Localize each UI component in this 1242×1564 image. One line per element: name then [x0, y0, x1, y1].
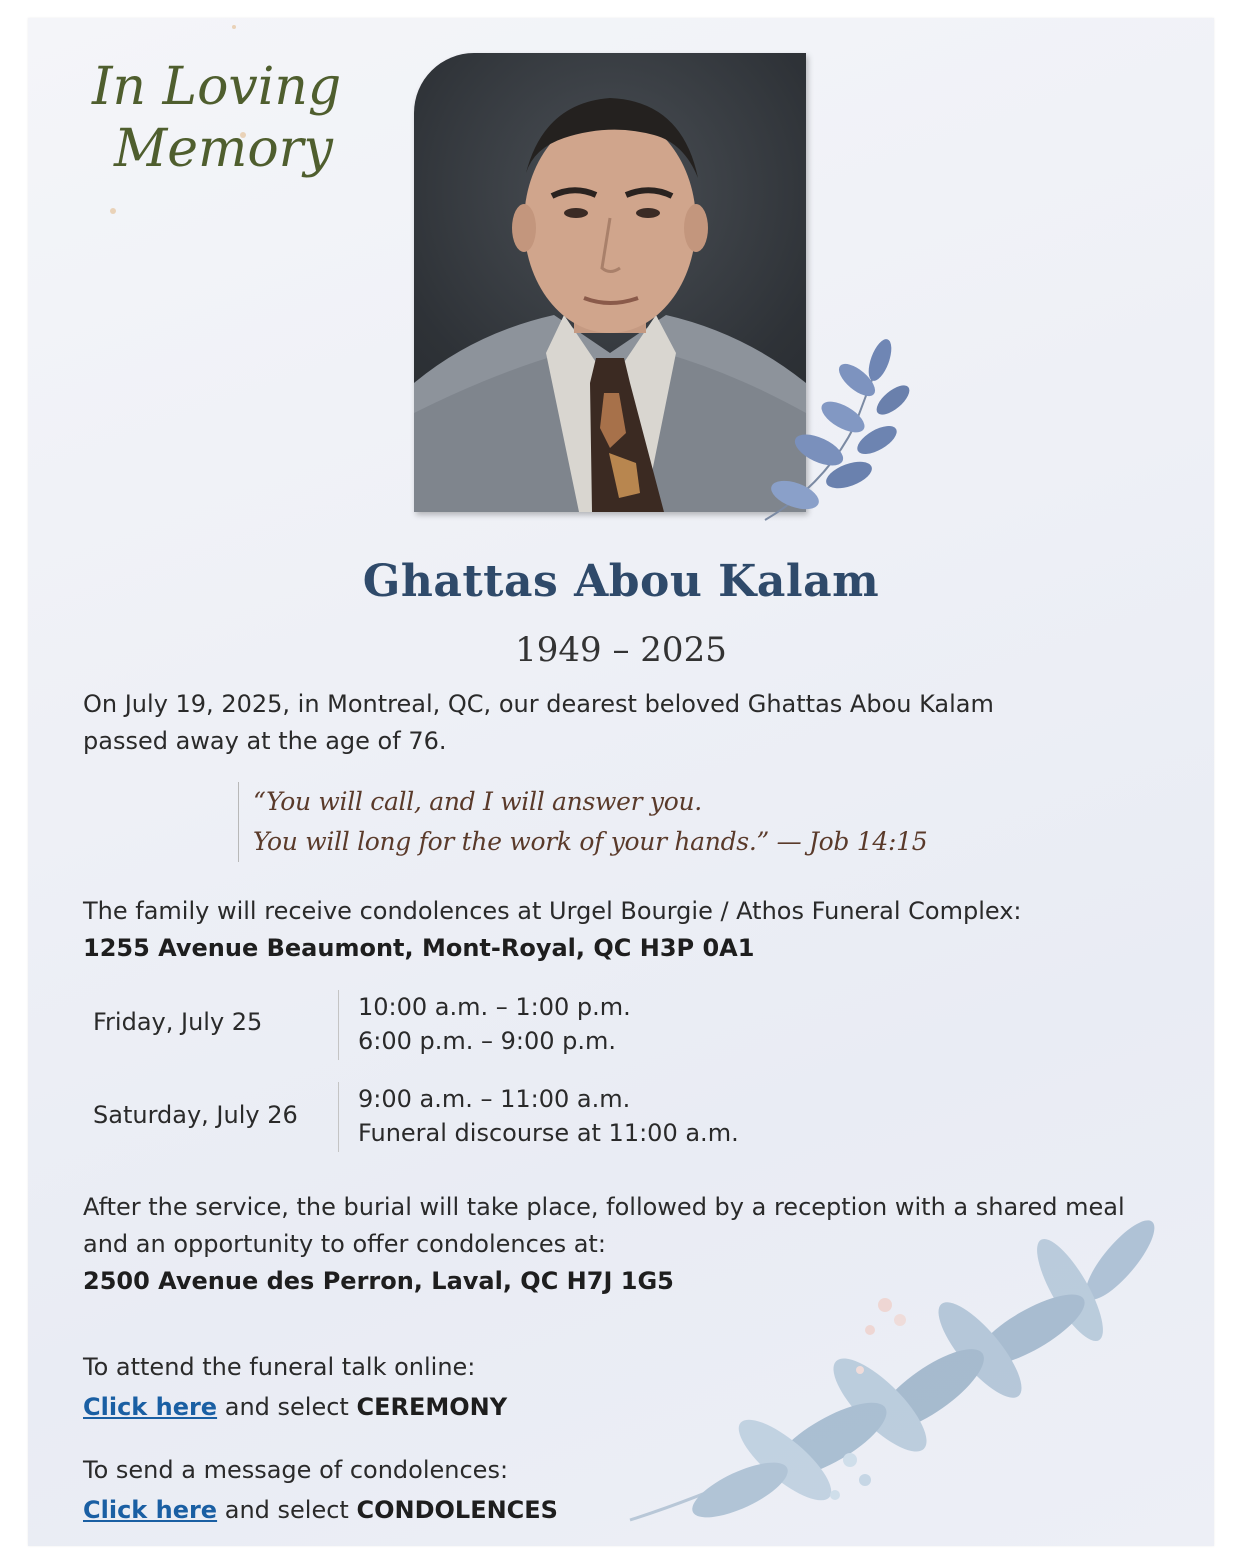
announcement-line-2: passed away at the age of 76. [83, 727, 447, 755]
schedule-times-saturday [358, 1082, 739, 1150]
schedule-divider [338, 1082, 339, 1152]
ceremony-click-here-link[interactable]: Click here [83, 1393, 218, 1421]
schedule-time: 6:00 p.m. – 9:00 p.m. [358, 1027, 617, 1055]
schedule-day-friday: Friday, July 25 [93, 1008, 263, 1036]
after-service-info [83, 1189, 1203, 1300]
reception-address: 2500 Avenue des Perron, Laval, QC H7J 1G5 [83, 1267, 674, 1295]
death-announcement [83, 686, 1183, 760]
schedule-divider [338, 990, 339, 1060]
after-service-line-1: After the service, the burial will take place, followed by a reception with a shared meal [83, 1193, 1125, 1221]
funeral-complex-address: 1255 Avenue Beaumont, Mont-Royal, QC H3P 0A1 [83, 934, 755, 962]
heading-line-1: In Loving [92, 57, 342, 117]
gold-dot-decoration [110, 208, 116, 214]
online-middle-text: and select [224, 1393, 349, 1421]
message-middle-text: and select [224, 1496, 349, 1524]
deceased-name: Ghattas Abou Kalam [362, 556, 880, 607]
quote-line-2: You will long for the work of your hands.” — Job 14:15 [253, 827, 928, 856]
condolence-text: The family will receive condolences at Urgel Bourgie / Athos Funeral Complex: [83, 897, 1022, 925]
announcement-line-1: On July 19, 2025, in Montreal, QC, our dearest beloved Ghattas Abou Kalam [83, 690, 994, 718]
schedule-day-saturday: Saturday, July 26 [93, 1101, 298, 1129]
message-text: To send a message of condolences: [83, 1456, 509, 1484]
schedule-time: 10:00 a.m. – 1:00 p.m. [358, 993, 631, 1021]
condolences-click-here-link[interactable]: Click here [83, 1496, 218, 1524]
ceremony-option: CEREMONY [356, 1393, 508, 1421]
gold-dot-decoration [232, 25, 236, 29]
schedule-time: Funeral discourse at 11:00 a.m. [358, 1119, 739, 1147]
scripture-quote [238, 782, 927, 862]
online-text: To attend the funeral talk online: [83, 1353, 476, 1381]
condolence-message [83, 1450, 783, 1530]
condolence-location [83, 893, 1183, 967]
quote-line-1: “You will call, and I will answer you. [253, 787, 702, 816]
schedule-time: 9:00 a.m. – 11:00 a.m. [358, 1085, 631, 1113]
heading-line-2: Memory [114, 119, 333, 179]
schedule-times-friday [358, 990, 631, 1058]
online-attendance [83, 1347, 783, 1427]
condolences-option: CONDOLENCES [356, 1496, 558, 1524]
in-loving-memory-heading [92, 56, 392, 180]
after-service-line-2: and an opportunity to offer condolences at: [83, 1230, 606, 1258]
leaf-sprig-decoration [745, 335, 915, 535]
life-years: 1949 – 2025 [515, 630, 727, 670]
